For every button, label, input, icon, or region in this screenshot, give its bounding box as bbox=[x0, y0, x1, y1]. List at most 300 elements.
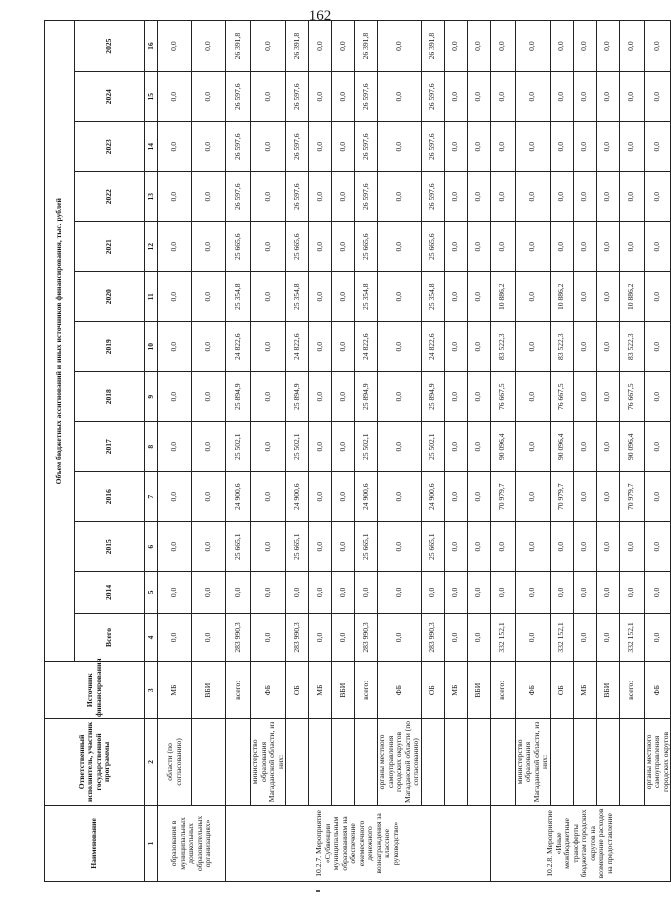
value-cell: 0,0 bbox=[596, 422, 619, 472]
header-source: Источник финансирования bbox=[45, 662, 145, 719]
value-cell: 0,0 bbox=[644, 322, 671, 372]
value-cell: 283 990,3 bbox=[286, 613, 309, 662]
header-year: 2014 bbox=[75, 572, 145, 613]
value-cell: 0,0 bbox=[444, 222, 467, 272]
value-cell: 0,0 bbox=[158, 613, 192, 662]
value-cell: 76 667,5 bbox=[619, 372, 644, 422]
value-cell: 25 354,8 bbox=[355, 272, 378, 322]
value-cell: 0,0 bbox=[251, 172, 286, 222]
value-cell: 0,0 bbox=[515, 322, 550, 372]
value-cell: 0,0 bbox=[550, 222, 573, 272]
value-cell: 0,0 bbox=[251, 613, 286, 662]
value-cell: 0,0 bbox=[192, 272, 226, 322]
value-cell: 0,0 bbox=[332, 72, 355, 122]
value-cell: 0,0 bbox=[644, 272, 671, 322]
table-row bbox=[619, 21, 644, 882]
value-cell: 0,0 bbox=[467, 272, 490, 322]
header-executor: Ответственный исполнитель, участник государственной программы bbox=[45, 718, 145, 805]
header-year: 2016 bbox=[75, 472, 145, 522]
value-cell: 0,0 bbox=[332, 522, 355, 572]
value-cell: 0,0 bbox=[192, 322, 226, 372]
value-cell: 76 667,5 bbox=[550, 372, 573, 422]
value-cell: 0,0 bbox=[226, 572, 251, 613]
value-cell: 24 822,6 bbox=[421, 322, 444, 372]
value-cell: 0,0 bbox=[309, 21, 332, 72]
value-cell: 70 979,7 bbox=[619, 472, 644, 522]
value-cell: 0,0 bbox=[573, 122, 596, 172]
value-cell: 0,0 bbox=[309, 72, 332, 122]
value-cell: 0,0 bbox=[444, 472, 467, 522]
value-cell: 0,0 bbox=[573, 172, 596, 222]
value-cell: 0,0 bbox=[158, 21, 192, 72]
value-cell: 0,0 bbox=[644, 222, 671, 272]
value-cell: 0,0 bbox=[332, 122, 355, 172]
value-cell: 0,0 bbox=[309, 613, 332, 662]
value-cell: 0,0 bbox=[573, 572, 596, 613]
value-cell: 0,0 bbox=[619, 172, 644, 222]
value-cell: 0,0 bbox=[332, 172, 355, 222]
value-cell: 0,0 bbox=[596, 21, 619, 72]
value-cell: 0,0 bbox=[332, 422, 355, 472]
header-year: 2020 bbox=[75, 272, 145, 322]
header-funding: Объем бюджетных ассигнований и иных источников финансирования, тыс. рублей bbox=[45, 21, 75, 662]
value-cell: 0,0 bbox=[490, 72, 515, 122]
value-cell: 0,0 bbox=[467, 372, 490, 422]
value-cell: 0,0 bbox=[596, 122, 619, 172]
value-cell: 24 900,6 bbox=[286, 472, 309, 522]
value-cell: 0,0 bbox=[515, 572, 550, 613]
value-cell: 0,0 bbox=[619, 122, 644, 172]
column-number: 6 bbox=[145, 522, 158, 572]
table-body bbox=[158, 21, 671, 882]
value-cell: 0,0 bbox=[619, 522, 644, 572]
header-total: Всего bbox=[75, 613, 145, 662]
row-source: ОБ bbox=[421, 662, 444, 719]
value-cell: 0,0 bbox=[515, 21, 550, 72]
value-cell: 0,0 bbox=[158, 272, 192, 322]
value-cell: 0,0 bbox=[644, 122, 671, 172]
row-name: 10.2.8. Мероприятие «Иные межбюджетные трансферты бюджетам городских округов на возмещение расходов на предоставление bbox=[490, 805, 671, 881]
value-cell: 0,0 bbox=[573, 222, 596, 272]
value-cell: 0,0 bbox=[573, 21, 596, 72]
value-cell: 26 597,6 bbox=[421, 122, 444, 172]
value-cell: 0,0 bbox=[378, 372, 422, 422]
value-cell: 0,0 bbox=[444, 21, 467, 72]
value-cell: 25 354,8 bbox=[226, 272, 251, 322]
value-cell: 0,0 bbox=[596, 172, 619, 222]
column-number: 10 bbox=[145, 322, 158, 372]
row-executor: органы местного самоуправления городских округов bbox=[644, 718, 671, 805]
header-year: 2022 bbox=[75, 172, 145, 222]
table-row bbox=[596, 21, 619, 882]
value-cell: 25 665,1 bbox=[286, 522, 309, 572]
value-cell: 26 597,6 bbox=[226, 172, 251, 222]
row-executor bbox=[286, 718, 309, 805]
header-year: 2019 bbox=[75, 322, 145, 372]
value-cell: 0,0 bbox=[251, 372, 286, 422]
row-executor bbox=[467, 718, 490, 805]
value-cell: 26 597,6 bbox=[226, 122, 251, 172]
table-header bbox=[45, 21, 158, 882]
row-executor bbox=[332, 718, 355, 805]
row-executor bbox=[309, 718, 332, 805]
page-number: 162 bbox=[308, 7, 332, 24]
row-source: всего: bbox=[355, 662, 378, 719]
value-cell: 0,0 bbox=[573, 422, 596, 472]
value-cell: 0,0 bbox=[573, 272, 596, 322]
value-cell: 0,0 bbox=[515, 472, 550, 522]
row-source: ФБ bbox=[378, 662, 422, 719]
row-source: ВБИ bbox=[596, 662, 619, 719]
funding-table bbox=[44, 20, 671, 882]
value-cell: 24 900,6 bbox=[226, 472, 251, 522]
value-cell: 0,0 bbox=[309, 222, 332, 272]
value-cell: 0,0 bbox=[251, 322, 286, 372]
value-cell: 0,0 bbox=[192, 372, 226, 422]
row-executor bbox=[596, 718, 619, 805]
value-cell: 0,0 bbox=[251, 422, 286, 472]
column-number: 4 bbox=[145, 613, 158, 662]
value-cell: 0,0 bbox=[309, 522, 332, 572]
value-cell: 26 597,6 bbox=[355, 122, 378, 172]
value-cell: 0,0 bbox=[619, 72, 644, 122]
table-row bbox=[309, 21, 332, 882]
value-cell: 25 665,6 bbox=[286, 222, 309, 272]
value-cell: 0,0 bbox=[378, 522, 422, 572]
value-cell: 0,0 bbox=[251, 222, 286, 272]
value-cell: 0,0 bbox=[550, 172, 573, 222]
value-cell: 0,0 bbox=[467, 522, 490, 572]
column-number: 12 bbox=[145, 222, 158, 272]
value-cell: 0,0 bbox=[573, 72, 596, 122]
value-cell: 0,0 bbox=[490, 122, 515, 172]
value-cell: 10 886,2 bbox=[490, 272, 515, 322]
value-cell: 26 597,6 bbox=[421, 72, 444, 122]
value-cell: 0,0 bbox=[515, 422, 550, 472]
value-cell: 24 822,6 bbox=[226, 322, 251, 372]
value-cell: 0,0 bbox=[332, 272, 355, 322]
value-cell: 25 894,9 bbox=[421, 372, 444, 422]
rotated-table-wrapper bbox=[44, 20, 670, 882]
value-cell: 0,0 bbox=[619, 222, 644, 272]
value-cell: 0,0 bbox=[251, 522, 286, 572]
value-cell: 0,0 bbox=[596, 222, 619, 272]
table-row bbox=[490, 21, 515, 882]
value-cell: 0,0 bbox=[192, 572, 226, 613]
row-executor bbox=[490, 718, 515, 805]
value-cell: 283 990,3 bbox=[421, 613, 444, 662]
value-cell: 26 597,6 bbox=[286, 122, 309, 172]
value-cell: 0,0 bbox=[158, 222, 192, 272]
value-cell: 83 522,3 bbox=[619, 322, 644, 372]
value-cell: 0,0 bbox=[550, 72, 573, 122]
value-cell: 0,0 bbox=[467, 322, 490, 372]
table-row bbox=[644, 21, 671, 882]
column-number: 15 bbox=[145, 72, 158, 122]
value-cell: 0,0 bbox=[332, 322, 355, 372]
value-cell: 0,0 bbox=[467, 613, 490, 662]
value-cell: 0,0 bbox=[192, 172, 226, 222]
table-row bbox=[158, 21, 192, 882]
row-executor bbox=[421, 718, 444, 805]
value-cell: 0,0 bbox=[378, 472, 422, 522]
value-cell: 25 665,1 bbox=[226, 522, 251, 572]
value-cell: 0,0 bbox=[467, 472, 490, 522]
value-cell: 0,0 bbox=[444, 572, 467, 613]
value-cell: 25 354,8 bbox=[421, 272, 444, 322]
value-cell: 0,0 bbox=[515, 272, 550, 322]
value-cell: 25 665,6 bbox=[355, 222, 378, 272]
value-cell: 0,0 bbox=[596, 572, 619, 613]
table-row bbox=[573, 21, 596, 882]
table-row bbox=[550, 21, 573, 882]
value-cell: 0,0 bbox=[192, 72, 226, 122]
table-row bbox=[515, 21, 550, 882]
value-cell: 26 391,8 bbox=[226, 21, 251, 72]
value-cell: 0,0 bbox=[444, 122, 467, 172]
value-cell: 0,0 bbox=[251, 21, 286, 72]
value-cell: 0,0 bbox=[378, 322, 422, 372]
row-source: ФБ bbox=[644, 662, 671, 719]
row-executor bbox=[573, 718, 596, 805]
value-cell: 0,0 bbox=[596, 372, 619, 422]
scan-mark bbox=[316, 890, 320, 892]
row-executor: министерство образования Магаданской области, из них: bbox=[515, 718, 550, 805]
row-source: всего: bbox=[619, 662, 644, 719]
value-cell: 332 152,1 bbox=[490, 613, 515, 662]
value-cell: 0,0 bbox=[644, 613, 671, 662]
value-cell: 0,0 bbox=[490, 172, 515, 222]
value-cell: 0,0 bbox=[644, 522, 671, 572]
value-cell: 70 979,7 bbox=[490, 472, 515, 522]
row-executor: области (по согласованию) bbox=[158, 718, 192, 805]
value-cell: 0,0 bbox=[550, 572, 573, 613]
value-cell: 0,0 bbox=[550, 522, 573, 572]
table-row bbox=[251, 21, 286, 882]
value-cell: 0,0 bbox=[158, 522, 192, 572]
value-cell: 283 990,3 bbox=[355, 613, 378, 662]
value-cell: 0,0 bbox=[332, 572, 355, 613]
value-cell: 0,0 bbox=[378, 613, 422, 662]
value-cell: 0,0 bbox=[515, 72, 550, 122]
value-cell: 283 990,3 bbox=[226, 613, 251, 662]
value-cell: 0,0 bbox=[332, 613, 355, 662]
value-cell: 0,0 bbox=[467, 172, 490, 222]
value-cell: 0,0 bbox=[309, 372, 332, 422]
value-cell: 26 597,6 bbox=[226, 72, 251, 122]
table-row bbox=[286, 21, 309, 882]
value-cell: 10 886,2 bbox=[550, 272, 573, 322]
header-year: 2021 bbox=[75, 222, 145, 272]
value-cell: 0,0 bbox=[550, 122, 573, 172]
value-cell: 0,0 bbox=[467, 122, 490, 172]
value-cell: 25 894,9 bbox=[355, 372, 378, 422]
value-cell: 0,0 bbox=[309, 472, 332, 522]
header-year: 2025 bbox=[75, 21, 145, 72]
value-cell: 0,0 bbox=[490, 572, 515, 613]
value-cell: 0,0 bbox=[192, 522, 226, 572]
value-cell: 0,0 bbox=[596, 272, 619, 322]
value-cell: 25 502,1 bbox=[421, 422, 444, 472]
value-cell: 0,0 bbox=[619, 21, 644, 72]
table-row bbox=[332, 21, 355, 882]
header-year: 2018 bbox=[75, 372, 145, 422]
row-source: МБ bbox=[309, 662, 332, 719]
header-name: Наименование bbox=[45, 805, 145, 881]
value-cell: 0,0 bbox=[467, 222, 490, 272]
value-cell: 25 894,9 bbox=[286, 372, 309, 422]
table-row bbox=[378, 21, 422, 882]
row-source: ВБИ bbox=[467, 662, 490, 719]
column-number: 11 bbox=[145, 272, 158, 322]
value-cell: 90 096,4 bbox=[490, 422, 515, 472]
row-source: ФБ bbox=[515, 662, 550, 719]
value-cell: 70 979,7 bbox=[550, 472, 573, 522]
value-cell: 0,0 bbox=[467, 72, 490, 122]
value-cell: 90 096,4 bbox=[619, 422, 644, 472]
value-cell: 0,0 bbox=[251, 472, 286, 522]
value-cell: 0,0 bbox=[515, 122, 550, 172]
value-cell: 24 900,6 bbox=[355, 472, 378, 522]
value-cell: 83 522,3 bbox=[490, 322, 515, 372]
value-cell: 0,0 bbox=[378, 172, 422, 222]
column-number: 2 bbox=[145, 718, 158, 805]
value-cell: 83 522,3 bbox=[550, 322, 573, 372]
row-executor bbox=[550, 718, 573, 805]
value-cell: 0,0 bbox=[332, 21, 355, 72]
value-cell: 0,0 bbox=[515, 172, 550, 222]
value-cell: 26 597,6 bbox=[355, 72, 378, 122]
header-numbers-row bbox=[145, 21, 158, 882]
value-cell: 25 665,1 bbox=[421, 522, 444, 572]
row-executor bbox=[226, 718, 251, 805]
row-name: 10.2.7. Мероприятие «Субвенции муниципальным образованиям на обеспечение ежемесячного денежного вознаграждения за классное руководство» bbox=[226, 805, 491, 881]
value-cell: 332 152,1 bbox=[619, 613, 644, 662]
column-number: 9 bbox=[145, 372, 158, 422]
value-cell: 0,0 bbox=[309, 172, 332, 222]
value-cell: 0,0 bbox=[444, 613, 467, 662]
table-row bbox=[444, 21, 467, 882]
table-row bbox=[355, 21, 378, 882]
value-cell: 0,0 bbox=[596, 613, 619, 662]
row-source: ОБ bbox=[550, 662, 573, 719]
row-source: МБ bbox=[573, 662, 596, 719]
value-cell: 0,0 bbox=[444, 272, 467, 322]
value-cell: 0,0 bbox=[444, 422, 467, 472]
column-number: 14 bbox=[145, 122, 158, 172]
value-cell: 0,0 bbox=[515, 613, 550, 662]
value-cell: 0,0 bbox=[309, 272, 332, 322]
header-year: 2023 bbox=[75, 122, 145, 172]
row-executor bbox=[619, 718, 644, 805]
table-row bbox=[226, 21, 251, 882]
value-cell: 0,0 bbox=[192, 472, 226, 522]
row-executor: министерство образования Магаданской области, из них: bbox=[251, 718, 286, 805]
row-executor bbox=[444, 718, 467, 805]
value-cell: 0,0 bbox=[644, 422, 671, 472]
value-cell: 0,0 bbox=[378, 222, 422, 272]
row-executor bbox=[355, 718, 378, 805]
header-year: 2015 bbox=[75, 522, 145, 572]
value-cell: 0,0 bbox=[309, 422, 332, 472]
value-cell: 0,0 bbox=[378, 422, 422, 472]
value-cell: 0,0 bbox=[158, 472, 192, 522]
row-executor: органы местного самоуправления городских округов Магаданской области (по согласованию) bbox=[378, 718, 422, 805]
value-cell: 0,0 bbox=[467, 422, 490, 472]
value-cell: 25 354,8 bbox=[286, 272, 309, 322]
row-name: образования в муниципальных дошкольных образовательных организациях» bbox=[158, 805, 226, 881]
value-cell: 26 597,6 bbox=[355, 172, 378, 222]
header-year: 2024 bbox=[75, 72, 145, 122]
value-cell: 0,0 bbox=[467, 572, 490, 613]
value-cell: 0,0 bbox=[444, 72, 467, 122]
value-cell: 25 502,1 bbox=[226, 422, 251, 472]
value-cell: 26 391,8 bbox=[355, 21, 378, 72]
value-cell: 0,0 bbox=[444, 372, 467, 422]
value-cell: 0,0 bbox=[444, 322, 467, 372]
value-cell: 0,0 bbox=[444, 522, 467, 572]
value-cell: 0,0 bbox=[192, 613, 226, 662]
value-cell: 0,0 bbox=[378, 72, 422, 122]
value-cell: 0,0 bbox=[490, 522, 515, 572]
column-number: 1 bbox=[145, 805, 158, 881]
value-cell: 0,0 bbox=[309, 322, 332, 372]
value-cell: 24 822,6 bbox=[355, 322, 378, 372]
value-cell: 0,0 bbox=[332, 472, 355, 522]
value-cell: 25 502,1 bbox=[355, 422, 378, 472]
value-cell: 0,0 bbox=[332, 222, 355, 272]
value-cell: 0,0 bbox=[378, 572, 422, 613]
value-cell: 26 597,6 bbox=[286, 72, 309, 122]
column-number: 16 bbox=[145, 21, 158, 72]
value-cell: 0,0 bbox=[515, 372, 550, 422]
value-cell: 0,0 bbox=[619, 572, 644, 613]
value-cell: 0,0 bbox=[490, 21, 515, 72]
row-source: ВБИ bbox=[192, 662, 226, 719]
value-cell: 24 900,6 bbox=[421, 472, 444, 522]
value-cell: 0,0 bbox=[596, 472, 619, 522]
value-cell: 0,0 bbox=[444, 172, 467, 222]
value-cell: 25 502,1 bbox=[286, 422, 309, 472]
value-cell: 0,0 bbox=[644, 72, 671, 122]
value-cell: 0,0 bbox=[644, 172, 671, 222]
value-cell: 0,0 bbox=[550, 21, 573, 72]
value-cell: 0,0 bbox=[158, 422, 192, 472]
value-cell: 0,0 bbox=[515, 222, 550, 272]
value-cell: 0,0 bbox=[251, 572, 286, 613]
value-cell: 0,0 bbox=[158, 572, 192, 613]
value-cell: 0,0 bbox=[573, 522, 596, 572]
value-cell: 0,0 bbox=[573, 372, 596, 422]
value-cell: 0,0 bbox=[421, 572, 444, 613]
value-cell: 0,0 bbox=[467, 21, 490, 72]
value-cell: 26 391,8 bbox=[286, 21, 309, 72]
column-number: 13 bbox=[145, 172, 158, 222]
value-cell: 25 665,6 bbox=[226, 222, 251, 272]
value-cell: 0,0 bbox=[573, 613, 596, 662]
column-number: 5 bbox=[145, 572, 158, 613]
value-cell: 0,0 bbox=[158, 72, 192, 122]
row-source: ВБИ bbox=[332, 662, 355, 719]
value-cell: 76 667,5 bbox=[490, 372, 515, 422]
value-cell: 0,0 bbox=[251, 272, 286, 322]
value-cell: 0,0 bbox=[644, 372, 671, 422]
value-cell: 0,0 bbox=[158, 372, 192, 422]
row-source: МБ bbox=[444, 662, 467, 719]
value-cell: 0,0 bbox=[158, 322, 192, 372]
value-cell: 0,0 bbox=[192, 21, 226, 72]
value-cell: 0,0 bbox=[192, 222, 226, 272]
